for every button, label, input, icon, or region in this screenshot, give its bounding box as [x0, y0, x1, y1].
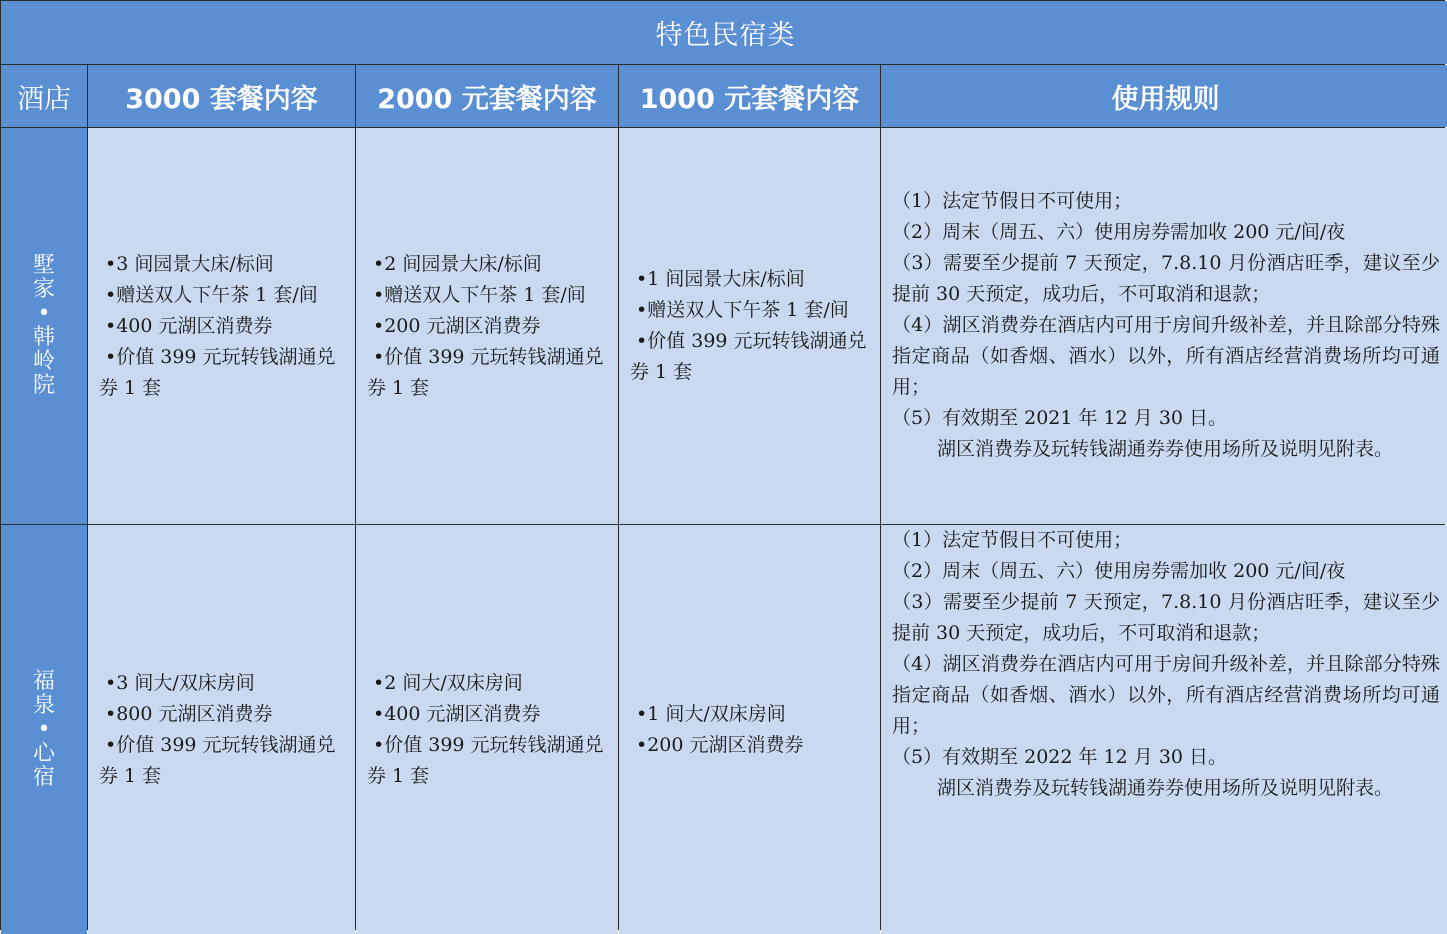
header-2000-package: 2000 元套餐内容	[356, 65, 618, 127]
package-item: •3 间园景大床/标间	[105, 252, 274, 275]
package-2000-list	[367, 668, 610, 792]
package-item: •价值 399 元玩转钱湖通兑券 1 套	[630, 330, 867, 383]
package-3000-list	[99, 668, 347, 792]
package-item: •3 间大/双床房间	[105, 671, 255, 694]
usage-rules-cell	[881, 128, 1447, 524]
rule-note: 湖区消费券及玩转钱湖通券券使用场所及说明见附表。	[937, 777, 1394, 799]
package-item: •200 元湖区消费券	[636, 733, 804, 756]
package-item: •2 间园景大床/标间	[373, 252, 542, 275]
package-1000-list	[630, 699, 872, 761]
usage-rules-cell	[881, 525, 1447, 934]
package-item: •1 间大/双床房间	[636, 702, 786, 725]
package-item: •2 间大/双床房间	[373, 671, 523, 694]
header-usage-rules: 使用规则	[881, 65, 1447, 127]
package-1000-cell	[619, 128, 880, 524]
package-item: •800 元湖区消费券	[105, 702, 273, 725]
rule-item: （4）湖区消费券在酒店内可用于房间升级补差，并且除部分特殊指定商品（如香烟、酒水）以外，所有酒店经营消费场所均可通用；	[892, 653, 1440, 737]
rule-item: （1）法定节假日不可使用；	[892, 190, 1133, 212]
rule-item: （2）周末（周五、六）使用房券需加收 200 元/间/夜	[892, 221, 1346, 243]
package-1000-list	[630, 264, 872, 388]
package-item: •400 元湖区消费券	[105, 314, 273, 337]
header-hotel: 酒店	[1, 65, 87, 127]
package-3000-cell	[88, 525, 355, 934]
rule-item: （3）需要至少提前 7 天预定，7.8.10 月份酒店旺季，建议至少提前 30 天预定，成功后，不可取消和退款；	[892, 591, 1440, 644]
usage-rules-list	[892, 186, 1440, 465]
package-1000-cell	[619, 525, 880, 934]
package-item: •价值 399 元玩转钱湖通兑券 1 套	[367, 733, 604, 787]
rule-item: （1）法定节假日不可使用；	[892, 529, 1133, 551]
package-item: •价值 399 元玩转钱湖通兑券 1 套	[367, 345, 604, 399]
hotel-name: 福泉•心宿	[32, 668, 55, 790]
package-2000-cell	[356, 128, 618, 524]
rule-item: （3）需要至少提前 7 天预定，7.8.10 月份酒店旺季，建议至少提前 30 天预定，成功后，不可取消和退款；	[892, 252, 1440, 305]
package-item: •赠送双人下午茶 1 套/间	[373, 283, 586, 306]
package-item: •200 元湖区消费券	[373, 314, 541, 337]
hotel-name-cell	[1, 525, 87, 934]
hotel-name: 墅家•韩岭院	[32, 253, 55, 398]
header-3000-package: 3000 套餐内容	[88, 65, 355, 127]
rule-item: （2）周末（周五、六）使用房券需加收 200 元/间/夜	[892, 560, 1346, 582]
package-item: •1 间园景大床/标间	[636, 268, 805, 290]
package-item: •赠送双人下午茶 1 套/间	[105, 283, 318, 306]
usage-rules-list	[892, 525, 1440, 804]
package-2000-cell	[356, 525, 618, 934]
package-item: •价值 399 元玩转钱湖通兑券 1 套	[99, 345, 336, 399]
package-item: •价值 399 元玩转钱湖通兑券 1 套	[99, 733, 336, 787]
rule-item: （5）有效期至 2022 年 12 月 30 日。	[892, 746, 1228, 768]
header-1000-package: 1000 元套餐内容	[619, 65, 880, 127]
package-3000-list	[99, 249, 347, 404]
rule-item: （4）湖区消费券在酒店内可用于房间升级补差，并且除部分特殊指定商品（如香烟、酒水）以外，所有酒店经营消费场所均可通用；	[892, 314, 1440, 398]
package-2000-list	[367, 249, 610, 404]
rule-note: 湖区消费券及玩转钱湖通券券使用场所及说明见附表。	[937, 438, 1394, 460]
package-3000-cell	[88, 128, 355, 524]
package-item: •赠送双人下午茶 1 套/间	[636, 299, 849, 321]
table-title: 特色民宿类	[1, 1, 1447, 64]
hotel-name-cell	[1, 128, 87, 524]
package-item: •400 元湖区消费券	[373, 702, 541, 725]
rule-item: （5）有效期至 2021 年 12 月 30 日。	[892, 407, 1228, 429]
